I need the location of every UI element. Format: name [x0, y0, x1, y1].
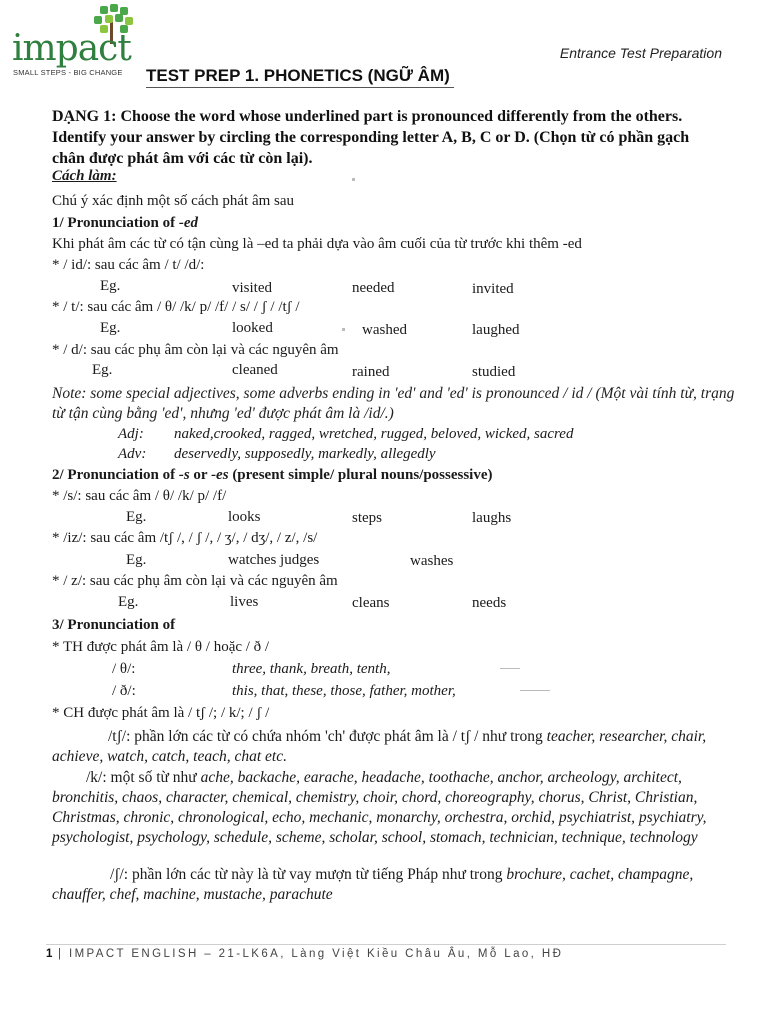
example-word: looked [232, 320, 273, 336]
s-rule: * /s/: sau các âm / θ/ /k/ p/ /f/ [52, 488, 227, 504]
scan-speck [520, 690, 550, 691]
sh-paragraph [52, 865, 742, 905]
footer-separator: | [52, 948, 69, 960]
iz-rule: * /iz/: sau các âm /tʃ /, / ʃ /, / ʒ/, / dʒ/, / z/, /s/ [52, 530, 318, 546]
eg-label: Eg. [126, 552, 147, 568]
heading-term: -ed [178, 215, 198, 231]
example-word: needed [352, 280, 395, 296]
adj-label: Adj: [118, 426, 144, 442]
logo-wordmark: impact [12, 28, 131, 69]
example-word: washed [362, 322, 407, 338]
example-word: cleaned [232, 362, 278, 378]
eg-label: Eg. [100, 278, 121, 294]
heading-prefix: 1/ Pronunciation of [52, 215, 179, 231]
footer-text: IMPACT ENGLISH – 21-LK6A, Làng Việt Kiều Châu Âu, Mỗ Lao, HĐ [68, 948, 564, 960]
example-word: lives [230, 594, 259, 610]
scan-speck [342, 328, 345, 331]
sh-words: brochure, cachet, champagne, chauffer, chef, machine, mustache, parachute [52, 866, 694, 903]
tsh-label: /tʃ/: [108, 728, 131, 745]
theta-words: three, thank, breath, tenth, [232, 661, 391, 677]
ed-rule: Khi phát âm các từ có tận cùng là –ed ta phải dựa vào âm cuối của từ trước khi thêm -ed [52, 236, 582, 252]
heading-s: -s [178, 467, 190, 483]
id-rule: * / id/: sau các âm / t/ /d/: [52, 257, 205, 273]
intro-text: Chú ý xác định một số cách phát âm sau [52, 193, 295, 209]
page-title: TEST PREP 1. PHONETICS (NGỮ ÂM) [146, 66, 454, 88]
example-word: invited [472, 281, 514, 297]
th-rule: * TH được phát âm là / θ / hoặc / ð / [52, 639, 270, 655]
eth-words: this, that, these, those, father, mother, [232, 683, 456, 699]
heading-part: or [189, 467, 212, 483]
example-word: laughs [472, 510, 512, 526]
eth-label: / ð/: [112, 683, 136, 699]
scan-speck [352, 178, 355, 181]
example-word: washes [410, 553, 454, 569]
adj-words: naked,crooked, ragged, wretched, rugged, beloved, wicked, sacred [174, 426, 574, 442]
heading-part: (present simple/ plural nouns/possessive) [228, 467, 493, 483]
example-word: needs [472, 595, 507, 611]
theta-label: / θ/: [112, 661, 136, 677]
tsh-text: phần lớn các từ có chứa nhóm 'ch' được phát âm là / tʃ / như trong [134, 728, 543, 745]
page-number: 1 [46, 948, 53, 960]
method-label: Cách làm: [52, 168, 117, 184]
adv-label: Adv: [118, 446, 147, 462]
tsh-paragraph [52, 727, 742, 767]
heading-es: -es [211, 467, 229, 483]
logo-tagline: SMALL STEPS - BIG CHANGE [13, 68, 123, 77]
scan-speck [500, 668, 520, 669]
z-rule: * / z/: sau các phụ âm còn lại và các nguyên âm [52, 573, 338, 589]
ch-rule: * CH được phát âm là / tʃ /; / k/; / ʃ / [52, 705, 270, 721]
k-paragraph [52, 768, 742, 848]
ed-note: Note: some special adjectives, some adverbs ending in 'ed' and 'ed' is pronounced / id / (Một vài tính từ, trạng từ tận cùng bằng 'ed', nhưng 'ed' được phát âm là /id/.) [52, 385, 735, 422]
k-words: ache, backache, earache, headache, toothache, anchor, archeology, architect, bronchitis, chaos, character, chemical, chemistry, choir, chord, choreography, chorus, Christ, Christian, Christmas, chronic, chronological, echo, mechanic, monarchy, orchestra, orchid, psychiatrist, psychiatry, psychologist, psychology, schedule, scheme, scholar, school, stomach, technician, technique, technology [52, 769, 707, 846]
example-word: rained [352, 364, 390, 380]
page-footer [46, 948, 563, 960]
tsh-words: teacher, researcher, chair, achieve, watch, catch, teach, chat etc. [52, 728, 707, 765]
header-subtitle: Entrance Test Preparation [559, 45, 722, 61]
footer-divider [46, 944, 726, 945]
exercise-instruction: DẠNG 1: Choose the word whose underlined part is pronounced differently from the others. Identify your answer by circling the corresponding letter A, B, C or D. (Chọn từ có phần gạch chân được phát âm với các từ còn lại). [52, 108, 690, 167]
d-rule: * / d/: sau các phụ âm còn lại và các nguyên âm [52, 342, 339, 358]
section-heading-s-es [52, 467, 493, 484]
eg-label: Eg. [92, 362, 113, 378]
example-word: visited [232, 280, 272, 296]
eg-label: Eg. [126, 509, 147, 525]
example-word: cleans [352, 595, 390, 611]
impact-logo [10, 4, 140, 80]
k-text: một số từ như [110, 769, 197, 786]
sh-label: /ʃ/: [110, 866, 129, 883]
t-rule: * / t/: sau các âm / θ/ /k/ p/ /f/ / s/ / ʃ / /tʃ / [52, 299, 300, 315]
eg-label: Eg. [118, 594, 139, 610]
section-heading-ed [52, 215, 198, 232]
example-word: watches judges [228, 552, 320, 568]
eg-label: Eg. [100, 320, 121, 336]
section-heading-th-ch: 3/ Pronunciation of [52, 617, 176, 633]
example-word: looks [228, 509, 261, 525]
heading-part: 2/ Pronunciation of [52, 467, 179, 483]
example-word: steps [352, 510, 382, 526]
k-label: /k/: [86, 769, 107, 786]
sh-text: phần lớn các từ này là từ vay mượn từ tiếng Pháp như trong [131, 866, 503, 883]
example-word: studied [472, 364, 516, 380]
example-word: laughed [472, 322, 520, 338]
adv-words: deservedly, supposedly, markedly, allegedly [174, 446, 436, 462]
